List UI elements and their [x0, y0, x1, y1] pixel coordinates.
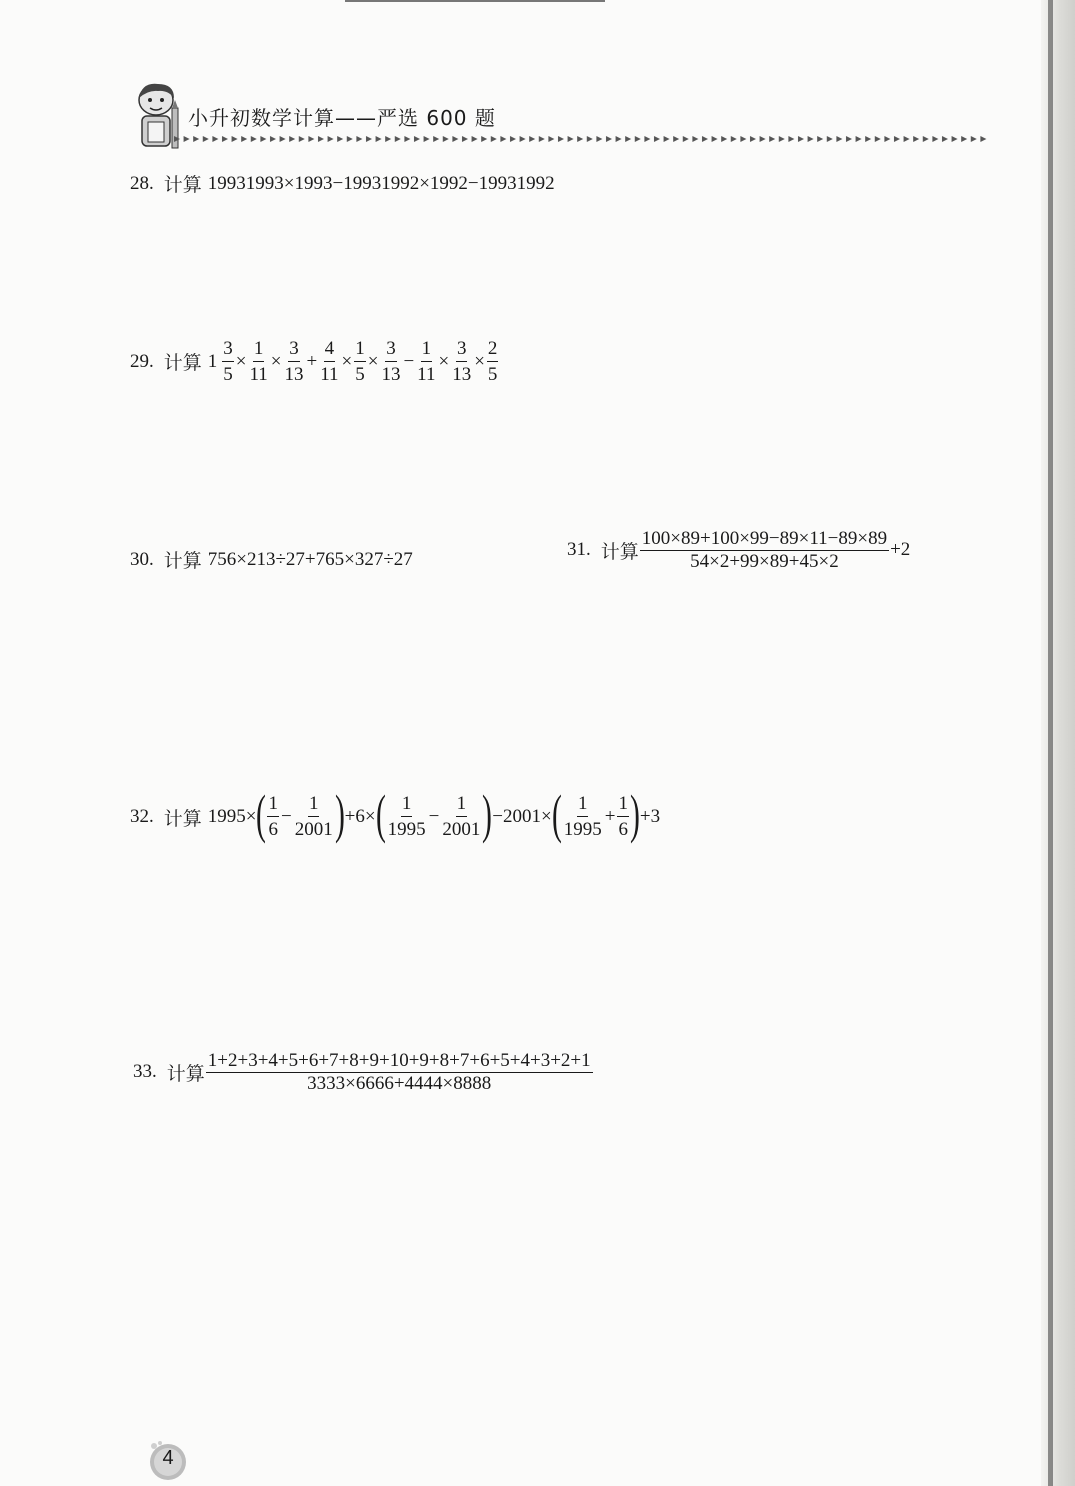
operator: × — [474, 350, 485, 372]
page-binding-edge — [1041, 0, 1075, 1486]
numerator: 1 — [401, 793, 413, 817]
binding-shadow — [1048, 0, 1053, 1486]
denominator: 3333×6666+4444×8888 — [307, 1072, 492, 1094]
problem-29 — [130, 338, 499, 386]
numerator: 1 — [617, 793, 629, 817]
fraction — [380, 338, 401, 386]
problem-number: 29. — [130, 350, 154, 372]
fraction — [416, 338, 436, 386]
expression: 756×213÷27+765×327÷27 — [207, 548, 413, 570]
numerator: 1 — [421, 338, 433, 362]
problem-30 — [130, 546, 413, 573]
denominator: 6 — [618, 819, 628, 840]
denominator: 13 — [452, 363, 472, 385]
header-arrow-rule — [173, 134, 988, 144]
problem-label: 计算 — [166, 1062, 205, 1085]
numerator: 1 — [577, 793, 589, 817]
numerator: 1+2+3+4+5+6+7+8+9+10+9+8+7+6+5+4+3+2+1 — [207, 1050, 591, 1071]
problem-number: 30. — [130, 548, 154, 570]
problem-label: 计算 — [163, 550, 202, 572]
term: 1995× — [207, 806, 257, 827]
problem-label: 计算 — [163, 174, 202, 196]
numerator: 1 — [354, 338, 366, 362]
right-paren: ) — [629, 784, 640, 844]
operator: × — [438, 350, 450, 372]
fraction — [487, 338, 499, 386]
fraction — [294, 793, 334, 841]
page-header — [128, 78, 988, 158]
fraction — [222, 338, 234, 386]
numerator: 3 — [456, 338, 468, 362]
left-paren: ( — [256, 784, 267, 844]
denominator: 13 — [284, 363, 304, 385]
page-number-badge — [146, 1438, 190, 1482]
top-edge-line — [345, 0, 605, 2]
fraction — [563, 793, 603, 841]
denominator: 5 — [355, 363, 365, 385]
problem-number: 33. — [133, 1061, 157, 1083]
denominator: 5 — [487, 363, 498, 385]
fraction — [206, 1050, 593, 1095]
right-paren: ) — [334, 784, 345, 844]
numerator: 4 — [324, 338, 336, 362]
problem-label: 计算 — [163, 352, 202, 375]
problem-number: 32. — [130, 806, 154, 827]
operator: × — [270, 350, 282, 372]
student-mascot-icon — [128, 78, 188, 156]
operator: − — [428, 806, 440, 827]
problem-32 — [130, 784, 661, 844]
problem-label: 计算 — [600, 540, 639, 563]
denominator: 5 — [223, 363, 233, 385]
denominator: 11 — [249, 363, 268, 385]
numerator: 3 — [288, 338, 300, 362]
denominator: 1995 — [387, 819, 426, 840]
problem-28 — [130, 170, 555, 197]
term: −2001× — [492, 806, 552, 827]
operator: − — [403, 350, 415, 372]
operator: × — [367, 350, 379, 372]
fraction — [319, 338, 339, 386]
numerator: 1 — [456, 793, 468, 817]
denominator: 6 — [268, 819, 278, 840]
operator: + — [306, 350, 318, 372]
right-paren: ) — [482, 784, 493, 844]
denominator: 13 — [381, 363, 401, 385]
fraction — [441, 793, 481, 841]
operator: + — [604, 806, 616, 827]
fraction — [354, 338, 366, 386]
numerator: 1 — [308, 793, 320, 817]
problem-33 — [133, 1050, 594, 1095]
expression: 19931993×1993−19931992×1992−19931992 — [207, 172, 555, 194]
term: +6× — [344, 806, 376, 827]
header-title: 小升初数学计算——严选 600 题 — [188, 106, 496, 130]
problem-label: 计算 — [163, 807, 202, 830]
fraction — [387, 793, 427, 841]
fraction — [248, 338, 268, 386]
problem-31 — [567, 528, 910, 573]
operator: × — [235, 350, 247, 372]
fraction — [267, 793, 279, 841]
page-number: 4 — [162, 1447, 174, 1469]
left-paren: ( — [551, 784, 562, 844]
fraction — [617, 793, 629, 841]
operator: − — [280, 806, 292, 827]
operator: × — [341, 350, 353, 372]
fraction — [451, 338, 472, 386]
denominator: 11 — [417, 363, 436, 385]
denominator: 1995 — [563, 819, 602, 840]
problem-number: 31. — [567, 539, 591, 561]
fraction — [284, 338, 305, 386]
denominator: 11 — [320, 363, 339, 385]
fraction — [640, 528, 889, 573]
denominator: 2001 — [442, 819, 481, 840]
numerator: 1 — [267, 793, 279, 817]
mixed-number-whole: 1 — [207, 350, 218, 372]
numerator: 100×89+100×99−89×11−89×89 — [641, 528, 888, 549]
left-paren: ( — [375, 784, 386, 844]
numerator: 3 — [222, 338, 234, 362]
denominator: 2001 — [294, 819, 333, 840]
expression-tail: +3 — [639, 806, 661, 827]
expression-tail: +2 — [890, 539, 911, 561]
numerator: 2 — [487, 338, 499, 362]
problem-number: 28. — [130, 172, 154, 194]
denominator: 54×2+99×89+45×2 — [690, 550, 839, 572]
numerator: 1 — [253, 338, 265, 362]
numerator: 3 — [385, 338, 397, 362]
